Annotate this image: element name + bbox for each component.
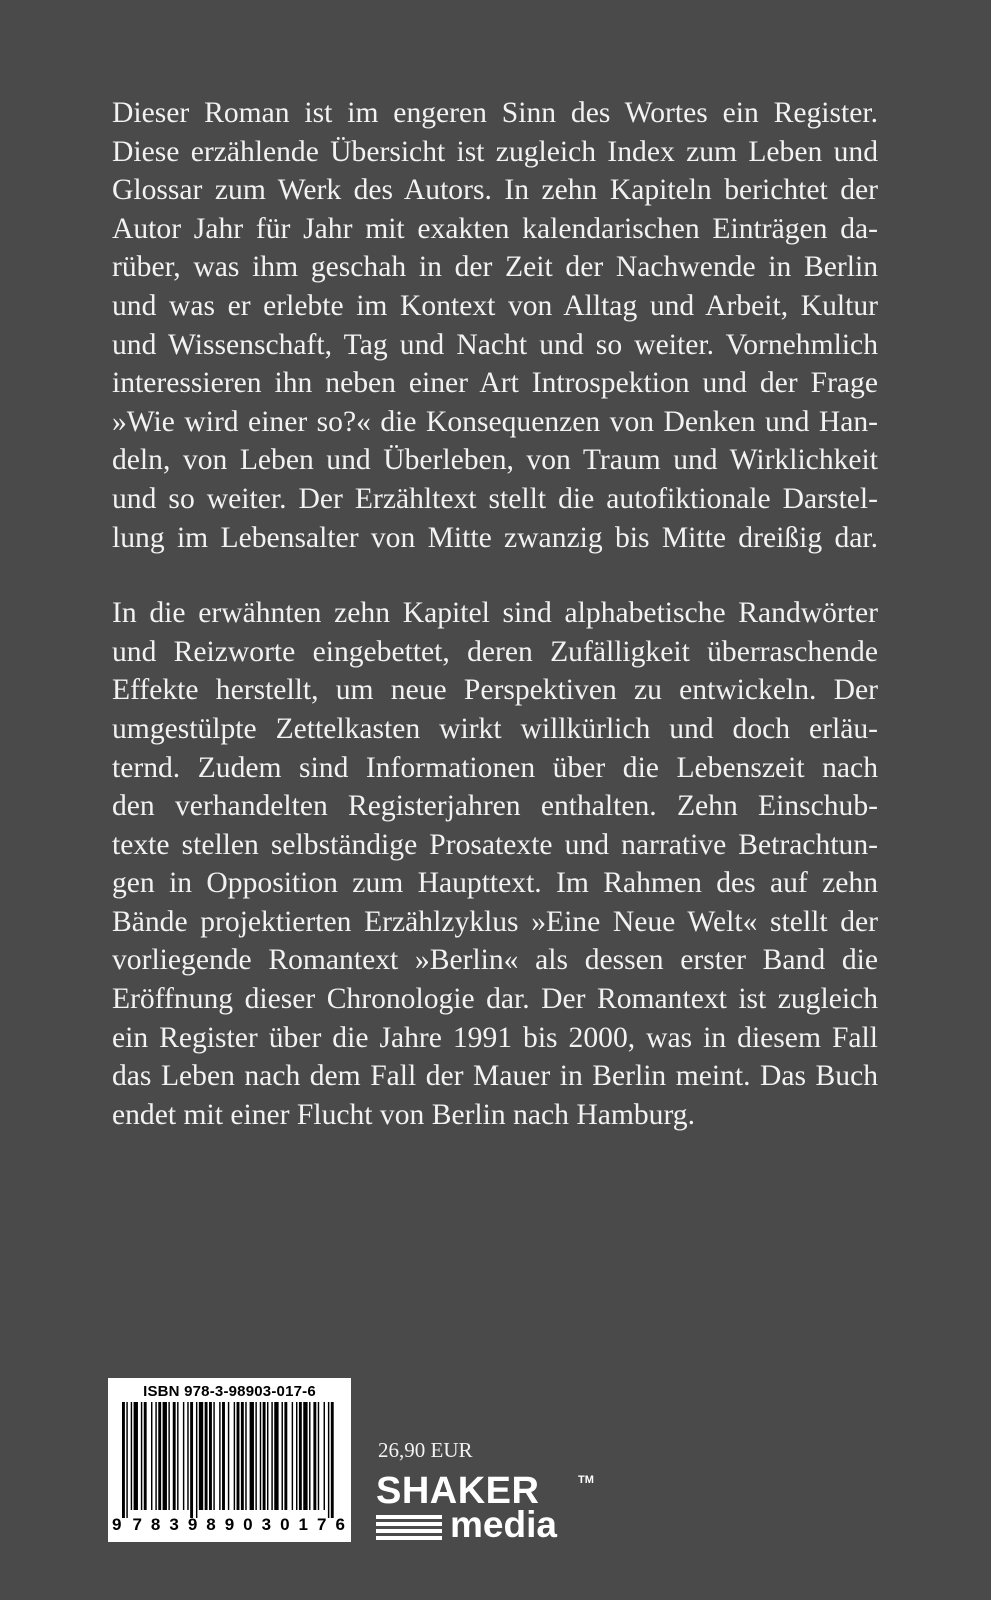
barcode-digit: 0 bbox=[243, 1515, 253, 1534]
blurb-line: texte stellen selbständige Prosatexte und narrative Betrachtun- bbox=[112, 828, 878, 861]
barcode-digit: 1 bbox=[298, 1515, 308, 1534]
blurb-line: ein Register über die Jahre 1991 bis 2000, was in diesem Fall bbox=[112, 1021, 878, 1054]
blurb-line: gen in Opposition zum Haupttext. Im Rahmen des auf zehn bbox=[112, 867, 878, 900]
blurb-line: Diese erzählende Übersicht ist zugleich Index zum Leben und bbox=[112, 135, 878, 168]
blurb-line: Bände projektierten Erzählzyklus »Eine Neue Welt« stellt der bbox=[112, 905, 878, 938]
shaker-media-logo bbox=[376, 1472, 596, 1552]
blurb-line: das Leben nach dem Fall der Mauer in Berlin meint. Das Buch bbox=[112, 1060, 878, 1093]
blurb-line: »Wie wird einer so?« die Konsequenzen von Denken und Han- bbox=[112, 405, 878, 438]
back-cover-blurb bbox=[112, 94, 878, 1134]
blurb-line: Eröffnung dieser Chronologie dar. Der Romantext ist zugleich bbox=[112, 983, 878, 1016]
barcode-digit: 8 bbox=[150, 1515, 161, 1534]
barcode-digit: 8 bbox=[206, 1515, 216, 1534]
barcode-digit: 9 bbox=[187, 1515, 198, 1534]
barcode-digit: 0 bbox=[280, 1515, 290, 1534]
isbn-label: ISBN 978-3-98903-017-6 bbox=[143, 1383, 316, 1400]
blurb-line: lung im Lebensalter von Mitte zwanzig bis Mitte dreißig dar. bbox=[112, 521, 878, 554]
barcode-digit: 9 bbox=[224, 1515, 235, 1534]
barcode-digit: 6 bbox=[335, 1515, 345, 1534]
barcode-digit: 3 bbox=[169, 1515, 179, 1534]
blurb-line: den verhandelten Registerjahren enthalten. Zehn Einschub- bbox=[112, 790, 878, 823]
blurb-line: deln, von Leben und Überleben, von Traum und Wirklichkeit bbox=[112, 444, 878, 477]
blurb-line: vorliegende Romantext »Berlin« als dessen erster Band die bbox=[112, 944, 878, 977]
logo-text-shaker: SHAKER bbox=[376, 1470, 540, 1512]
blurb-line: In die erwähnten zehn Kapitel sind alphabetische Randwörter bbox=[112, 597, 878, 630]
blurb-line: und Wissenschaft, Tag und Nacht und so weiter. Vornehmlich bbox=[112, 328, 878, 361]
price-label: 26,90 EUR bbox=[378, 1438, 473, 1462]
blurb-line: Effekte herstellt, um neue Perspektiven zu entwickeln. Der bbox=[112, 674, 878, 707]
barcode-digit: 7 bbox=[316, 1515, 327, 1534]
logo-stripes-icon bbox=[376, 1513, 446, 1543]
isbn-barcode bbox=[108, 1378, 351, 1542]
barcode-bars bbox=[122, 1402, 338, 1518]
blurb-line: und so weiter. Der Erzähltext stellt die autofiktionale Darstel- bbox=[112, 482, 878, 515]
blurb-line: umgestülpte Zettelkasten wirkt willkürlich und doch erläu- bbox=[112, 712, 878, 745]
blurb-paragraph-1 bbox=[112, 94, 878, 557]
barcode-digits bbox=[112, 1515, 345, 1535]
blurb-line: endet mit einer Flucht von Berlin nach Hamburg. bbox=[112, 1098, 695, 1131]
blurb-line: Autor Jahr für Jahr mit exakten kalendarischen Einträgen da- bbox=[112, 212, 878, 245]
barcode-digit: 9 bbox=[112, 1515, 122, 1534]
blurb-line: rüber, was ihm geschah in der Zeit der Nachwende in Berlin bbox=[112, 251, 878, 284]
trademark-symbol: TM bbox=[578, 1474, 594, 1486]
blurb-line: Glossar zum Werk des Autors. In zehn Kapiteln berichtet der bbox=[112, 174, 878, 207]
blurb-line: ternd. Zudem sind Informationen über die Lebenszeit nach bbox=[112, 751, 878, 784]
blurb-line: und Reizworte eingebettet, deren Zufälligkeit überraschende bbox=[112, 635, 878, 668]
blurb-line: und was er erlebte im Kontext von Alltag und Arbeit, Kultur bbox=[112, 289, 878, 322]
blurb-line: interessieren ihn neben einer Art Introspektion und der Frage bbox=[112, 367, 878, 400]
barcode-digit: 3 bbox=[261, 1515, 272, 1534]
logo-text-media: media bbox=[450, 1504, 557, 1545]
blurb-paragraph-2 bbox=[112, 594, 878, 1134]
blurb-line: Dieser Roman ist im engeren Sinn des Wortes ein Register. bbox=[112, 97, 878, 129]
barcode-digit: 7 bbox=[132, 1515, 142, 1534]
